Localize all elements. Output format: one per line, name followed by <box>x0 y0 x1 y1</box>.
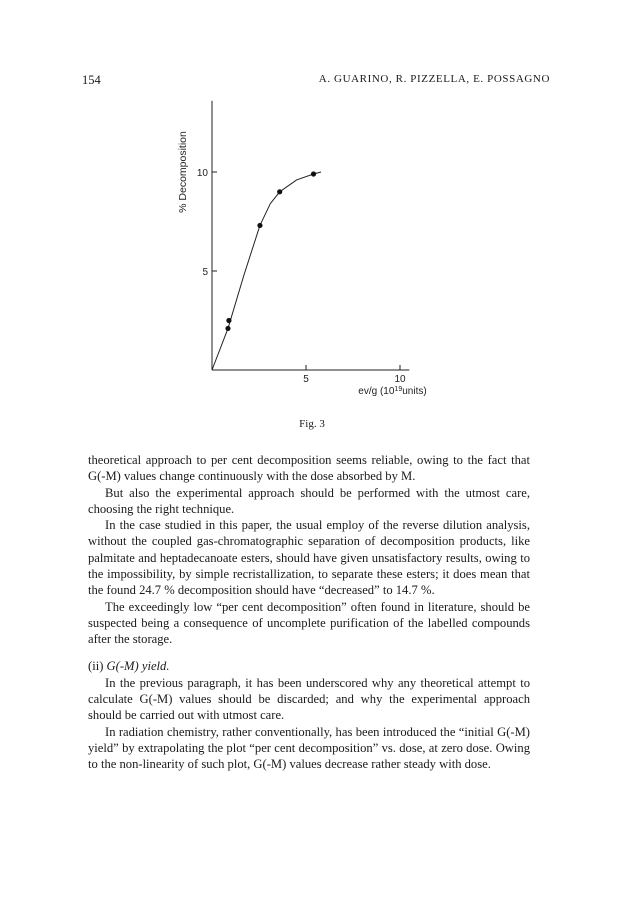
chart-curve-layer <box>212 172 321 370</box>
x-axis-title-superscript: 19 <box>394 385 403 393</box>
data-point <box>226 318 231 323</box>
y-tick-label: 5 <box>202 267 208 278</box>
figure-3-chart <box>0 0 624 412</box>
x-axis-title-suffix: units) <box>402 386 427 397</box>
chart-axes <box>212 101 409 370</box>
paragraph-1: theoretical approach to per cent decomposition seems reliable, owing to the fact that G(-M) values change continuously with the dose absorbed by M. <box>88 453 530 484</box>
x-tick-label: 10 <box>394 374 406 385</box>
chart-points-layer <box>225 171 316 331</box>
running-head-authors: A. GUARINO, R. PIZZELLA, E. POSSAGNO <box>318 73 550 85</box>
section-title: G(-M) yield. <box>106 658 170 673</box>
section-number: (ii) <box>88 658 104 673</box>
chart-labels-layer <box>177 131 427 397</box>
series-curve <box>212 172 321 370</box>
data-point <box>311 171 316 176</box>
paragraph-6: In radiation chemistry, rather conventionally, has been introduced the “initial G(-M) yield” by extrapolating the plot “per cent decomposition” vs. dose, at zero dose. Owing to the non-linearity of such plot, G(-M) values decrease rather steady with dose. <box>88 724 530 772</box>
y-axis-title: % Decomposition <box>177 131 189 213</box>
paragraph-3: In the case studied in this paper, the usual employ of the reverse dilution analysis, without the coupled gas-chromatographic separation of decomposition products, like palmitate and heptadecanoate esters, should have given unsatisfactory results, owing to the impossibility, by simple recristallization, to separate these esters; it does mean that the found 24.7 % decomposition should have “decreased” to 14.7 %. <box>88 518 530 598</box>
section-heading <box>88 658 530 674</box>
data-point <box>277 189 282 194</box>
x-axis-title <box>358 386 426 398</box>
body-text <box>88 452 530 773</box>
y-tick-label: 10 <box>196 168 208 179</box>
paragraph-2: But also the experimental approach should be performed with the utmost care, choosing the right technique. <box>88 485 530 516</box>
data-point <box>257 223 262 228</box>
figure-caption: Fig. 3 <box>299 418 325 430</box>
data-point <box>225 326 230 331</box>
x-tick-label: 5 <box>303 374 309 385</box>
paragraph-5: In the previous paragraph, it has been underscored why any theoretical attempt to calculate G(-M) values should be discarded; and why the experimental approach should be carried out with utmost care. <box>88 675 530 723</box>
paragraph-4: The exceedingly low “per cent decomposition” often found in literature, should be suspected being a consequence of uncomplete purification of the labelled compounds after the storage. <box>88 599 530 647</box>
page-number: 154 <box>82 73 101 87</box>
x-axis-title-main: ev/g (10 <box>358 386 395 397</box>
